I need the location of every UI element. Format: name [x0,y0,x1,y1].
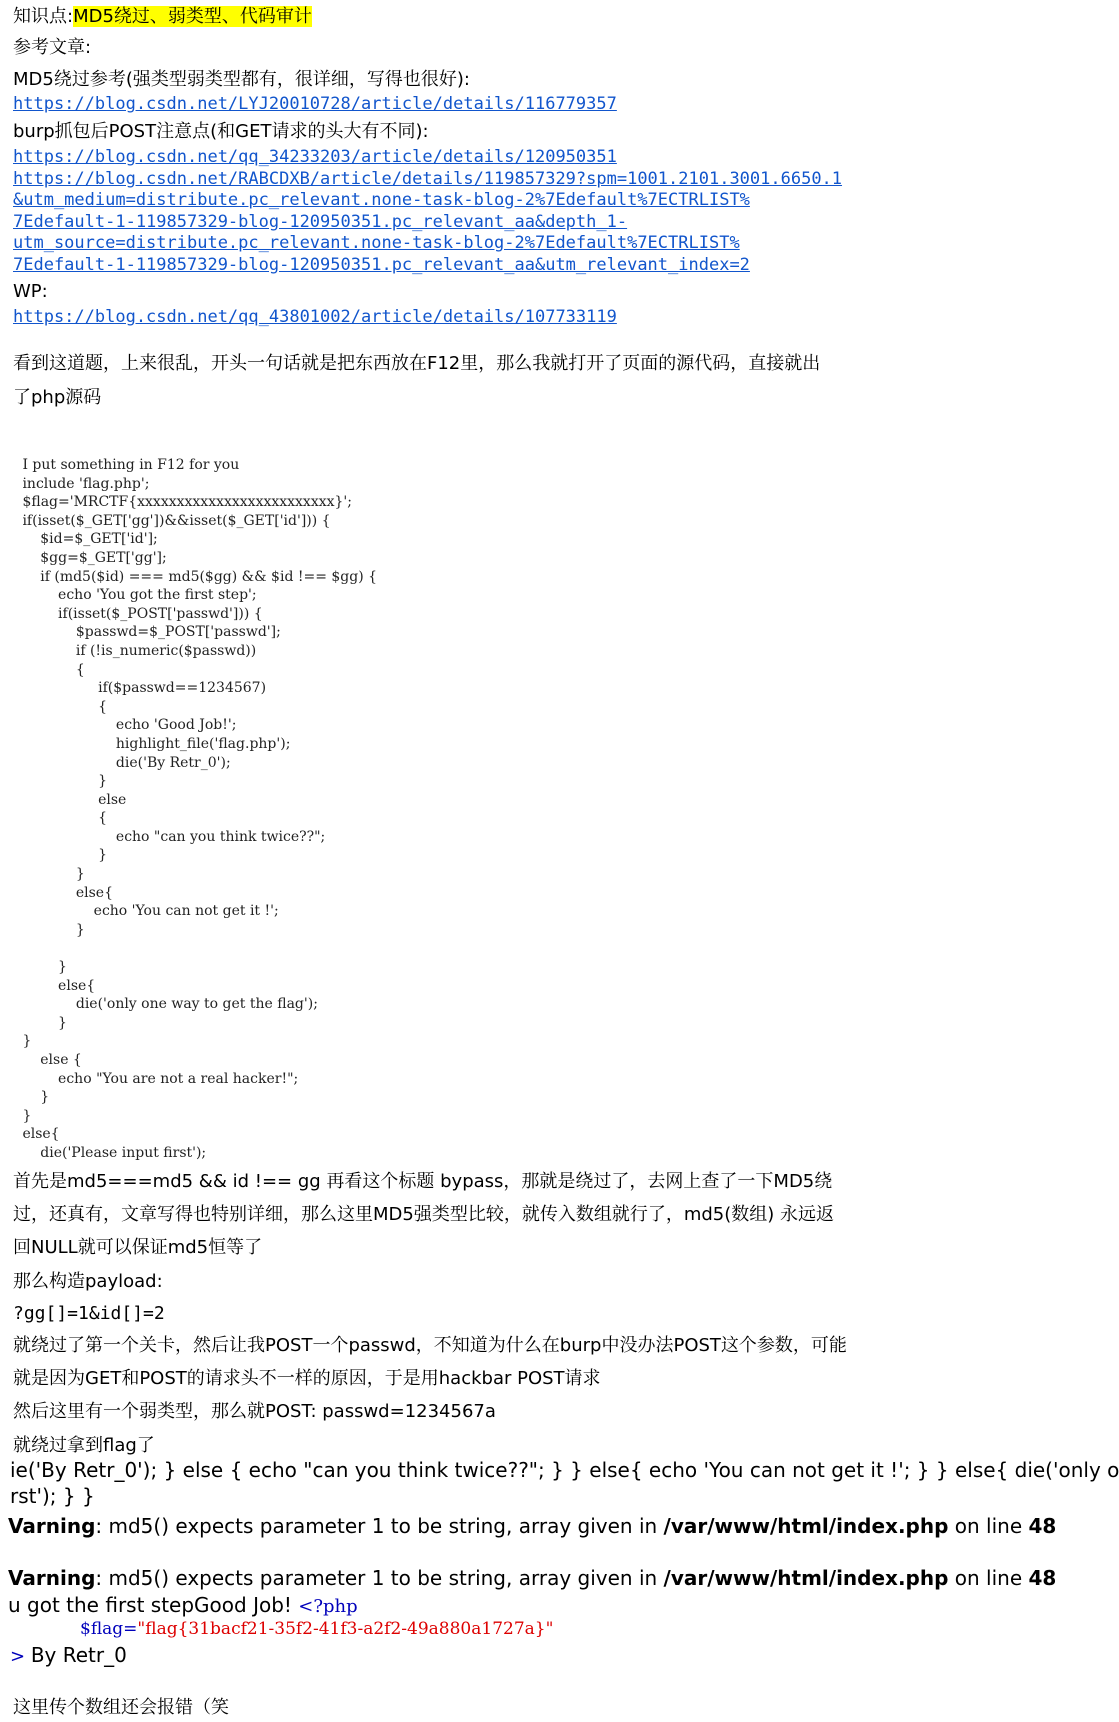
php-source-code: I put something in F12 for you include 'flag.php'; $flag='MRCTF{xxxxxxxxxxxxxxxxxxxxxxxxx}'; if(isset($_GET['gg'])&&isset($_GET['id'])) { $id=$_GET['id']; $gg=$_GET['gg']; if (md5($id) === md5($gg) && $id !== $gg) { echo 'You got the first step'; if(isset($_POST['passwd'])) { $passwd=$_POST['passwd']; if (!is_numeric($passwd)) { if($passwd==1234567) { echo 'Good Job!'; highlight_file('flag.php'); die('By Retr_0'); } else { echo "can you think twice??"; } } else{ echo 'You can not get it !'; } } else{ die('only one way to get the flag'); } } else { echo "You are not a real hacker!"; } } else{ die('Please input first'); [22,457,378,1161]
explain-weak-type: 然后这里有一个弱类型，那么就POST: passwd=1234567a [13,1401,496,1422]
intro-line-2: 了php源码 [13,387,102,408]
flag-line [80,1616,553,1642]
explain-p3-line-1: 就绕过了第一个关卡，然后让我POST一个passwd，不知道为什么在burp中没办法POST这个参数，可能 [13,1335,847,1356]
wp-label: WP: [13,281,48,302]
burp-ref-link-2-line[interactable]: 7Edefault-1-119857329-blog-120950351.pc_relevant_aa&utm_relevant_index=2 [13,255,750,275]
explain-p1-line-3: 回NULL就可以保证md5恒等了 [13,1237,263,1258]
intro-line-1: 看到这道题，上来很乱，开头一句话就是把东西放在F12里，那么我就打开了页面的源代码，直接就出 [13,353,821,374]
warning-line-1 [8,1513,1056,1539]
burp-ref-link-2-line[interactable]: utm_source=distribute.pc_relevant.none-task-blog-2%7Edefault%7ECTRLIST% [13,233,740,253]
burp-ref-link-2-line[interactable]: https://blog.csdn.net/RABCDXB/article/details/119857329?spm=1001.2101.3001.6650.1 [13,169,843,189]
warning-line-number: 48 [1028,1566,1057,1590]
flag-variable: $flag= [80,1619,138,1639]
success-text: u got the first stepGood Job! [8,1593,299,1617]
output-code-line-1: ie('By Retr_0'); } else { echo "can you think twice??"; } } else{ echo 'You can not get it !'; } } else{ die('only o [10,1458,1119,1482]
md5-ref-link[interactable]: https://blog.csdn.net/LYJ20010728/article/details/116779357 [13,94,617,114]
warning-line-2 [8,1565,1056,1591]
md5-ref-label: MD5绕过参考(强类型弱类型都有，很详细，写得也很好): [13,69,470,90]
flag-value: "flag{31bacf21-35f2-41f3-a2f2-49a880a1727a}" [137,1619,554,1639]
warning-label: Varning [8,1514,96,1538]
wp-link[interactable]: https://blog.csdn.net/qq_43801002/article/details/107733119 [13,307,617,327]
warning-text: : md5() expects parameter 1 to be string, array given in [95,1566,664,1590]
refs-title: 参考文章: [13,37,92,58]
warning-text: : md5() expects parameter 1 to be string, array given in [95,1514,664,1538]
retr-line [10,1642,127,1670]
warning-label: Varning [8,1566,96,1590]
php-close-mark: > [10,1646,31,1667]
warning-mid: on line [948,1514,1029,1538]
burp-ref-label: burp抓包后POST注意点(和GET请求的头大有不同): [13,121,429,142]
warning-path: /var/www/html/index.php [663,1514,949,1538]
explain-p3-line-2: 就是因为GET和POST的请求头不一样的原因，于是用hackbar POST请求 [13,1368,601,1389]
warning-path: /var/www/html/index.php [663,1566,949,1590]
explain-p1-line-1: 首先是md5===md5 && id !== gg 再看这个标题 bypass，那就是绕过了，去网上查了一下MD5绕 [13,1171,833,1192]
retr-text: By Retr_0 [30,1643,127,1667]
knowledge-points-line [13,5,312,29]
warning-line-number: 48 [1028,1514,1057,1538]
explain-payload-intro: 那么构造payload: [13,1271,163,1292]
knowledge-prefix: 知识点: [13,6,74,27]
burp-ref-link-1[interactable]: https://blog.csdn.net/qq_34233203/article/details/120950351 [13,147,617,167]
footer-note: 这里传个数组还会报错（笑 [13,1697,229,1718]
php-open-tag: <?php [298,1596,358,1617]
burp-ref-link-2-line[interactable]: &utm_medium=distribute.pc_relevant.none-task-blog-2%7Edefault%7ECTRLIST% [13,190,750,210]
explain-got-flag: 就绕过拿到flag了 [13,1435,155,1456]
output-code-line-2: rst'); } } [10,1484,95,1508]
burp-ref-link-2-line[interactable]: 7Edefault-1-119857329-blog-120950351.pc_relevant_aa&depth_1- [13,212,628,232]
warning-mid: on line [948,1566,1029,1590]
explain-p1-line-2: 过，还真有，文章写得也特别详细，那么这里MD5强类型比较，就传入数组就行了，md5(数组) 永远返 [13,1204,835,1225]
knowledge-topics-highlight: MD5绕过、弱类型、代码审计 [73,6,312,27]
payload-text: ?gg[]=1&id[]=2 [13,1303,165,1324]
